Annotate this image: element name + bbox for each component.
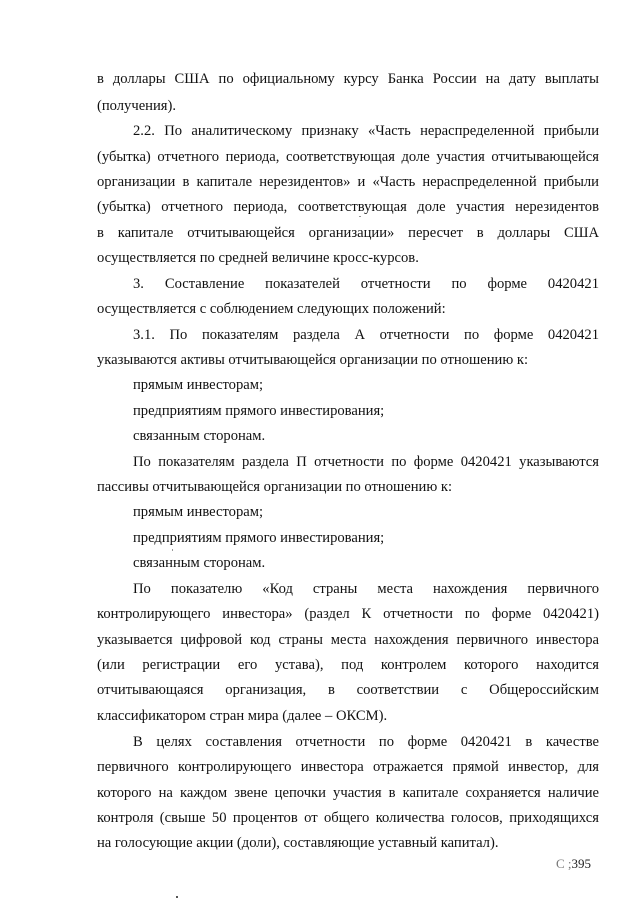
list-item: прямым инвесторам;: [133, 377, 264, 393]
text-line: первичного контролирующего инвестора отражается прямой инвестор, для: [97, 759, 599, 775]
text-line: (убытка) отчетного периода, соответствующая доле участия нерезидентов: [97, 199, 599, 215]
text-line: осуществляется с соблюдением следующих положений:: [97, 301, 446, 317]
page-number-value: 395: [571, 856, 592, 871]
list-item: связанным сторонам.: [133, 428, 266, 444]
text-line: В целях составления отчетности по форме 0420421 в качестве: [133, 734, 599, 750]
text-line: контроля (свыше 50 процентов от общего количества голосов, приходящихся: [97, 810, 599, 826]
page-number: [556, 856, 591, 872]
scan-speck: [359, 216, 361, 217]
scan-speck: [176, 896, 178, 898]
text-line: (или регистрации его устава), под контролем которого находится: [97, 657, 599, 673]
text-line: По показателю «Код страны места нахождения первичного: [133, 581, 599, 597]
list-item: предприятиям прямого инвестирования;: [133, 403, 385, 419]
text-line: на голосующие акции (доли), составляющие уставный капитал).: [97, 835, 499, 851]
text-line: в доллары США по официальному курсу Банка России на дату выплаты: [97, 71, 599, 87]
text-line: (убытка) отчетного периода, соответствующая доле участия отчитывающейся: [97, 149, 599, 165]
text-line: 2.2. По аналитическому признаку «Часть нераспределенной прибыли: [133, 123, 599, 139]
text-line: которого на каждом звене цепочки участия в капитале сохраняется наличие: [97, 785, 599, 801]
text-line: По показателям раздела П отчетности по форме 0420421 указываются: [133, 454, 599, 470]
text-line: пассивы отчитывающейся организации по отношению к:: [97, 479, 453, 495]
text-line: в капитале отчитывающейся организации» пересчет в доллары США: [97, 225, 599, 241]
scan-speck: [172, 549, 173, 551]
text-line: организации в капитале нерезидентов» и «Часть нераспределенной прибыли: [97, 174, 599, 190]
text-line: указываются активы отчитывающейся организации по отношению к:: [97, 352, 529, 368]
list-item: связанным сторонам.: [133, 555, 266, 571]
text-line: 3. Составление показателей отчетности по форме 0420421: [133, 276, 599, 292]
text-line: отчитывающаяся организация, в соответствии с Общероссийским: [97, 682, 599, 698]
list-item: предприятиям прямого инвестирования;: [133, 530, 385, 546]
text-line: 3.1. По показателям раздела А отчетности по форме 0420421: [133, 327, 599, 343]
text-line: (получения).: [97, 98, 177, 114]
list-item: прямым инвесторам;: [133, 504, 264, 520]
text-line: контролирующего инвестора» (раздел К отчетности по форме 0420421): [97, 606, 599, 622]
text-line: классификатором стран мира (далее – ОКСМ).: [97, 708, 388, 724]
text-line: осуществляется по средней величине кросс-курсов.: [97, 250, 419, 266]
page-number-prefix: С ;: [556, 856, 572, 871]
text-line: указывается цифровой код страны места нахождения первичного инвестора: [97, 632, 599, 648]
